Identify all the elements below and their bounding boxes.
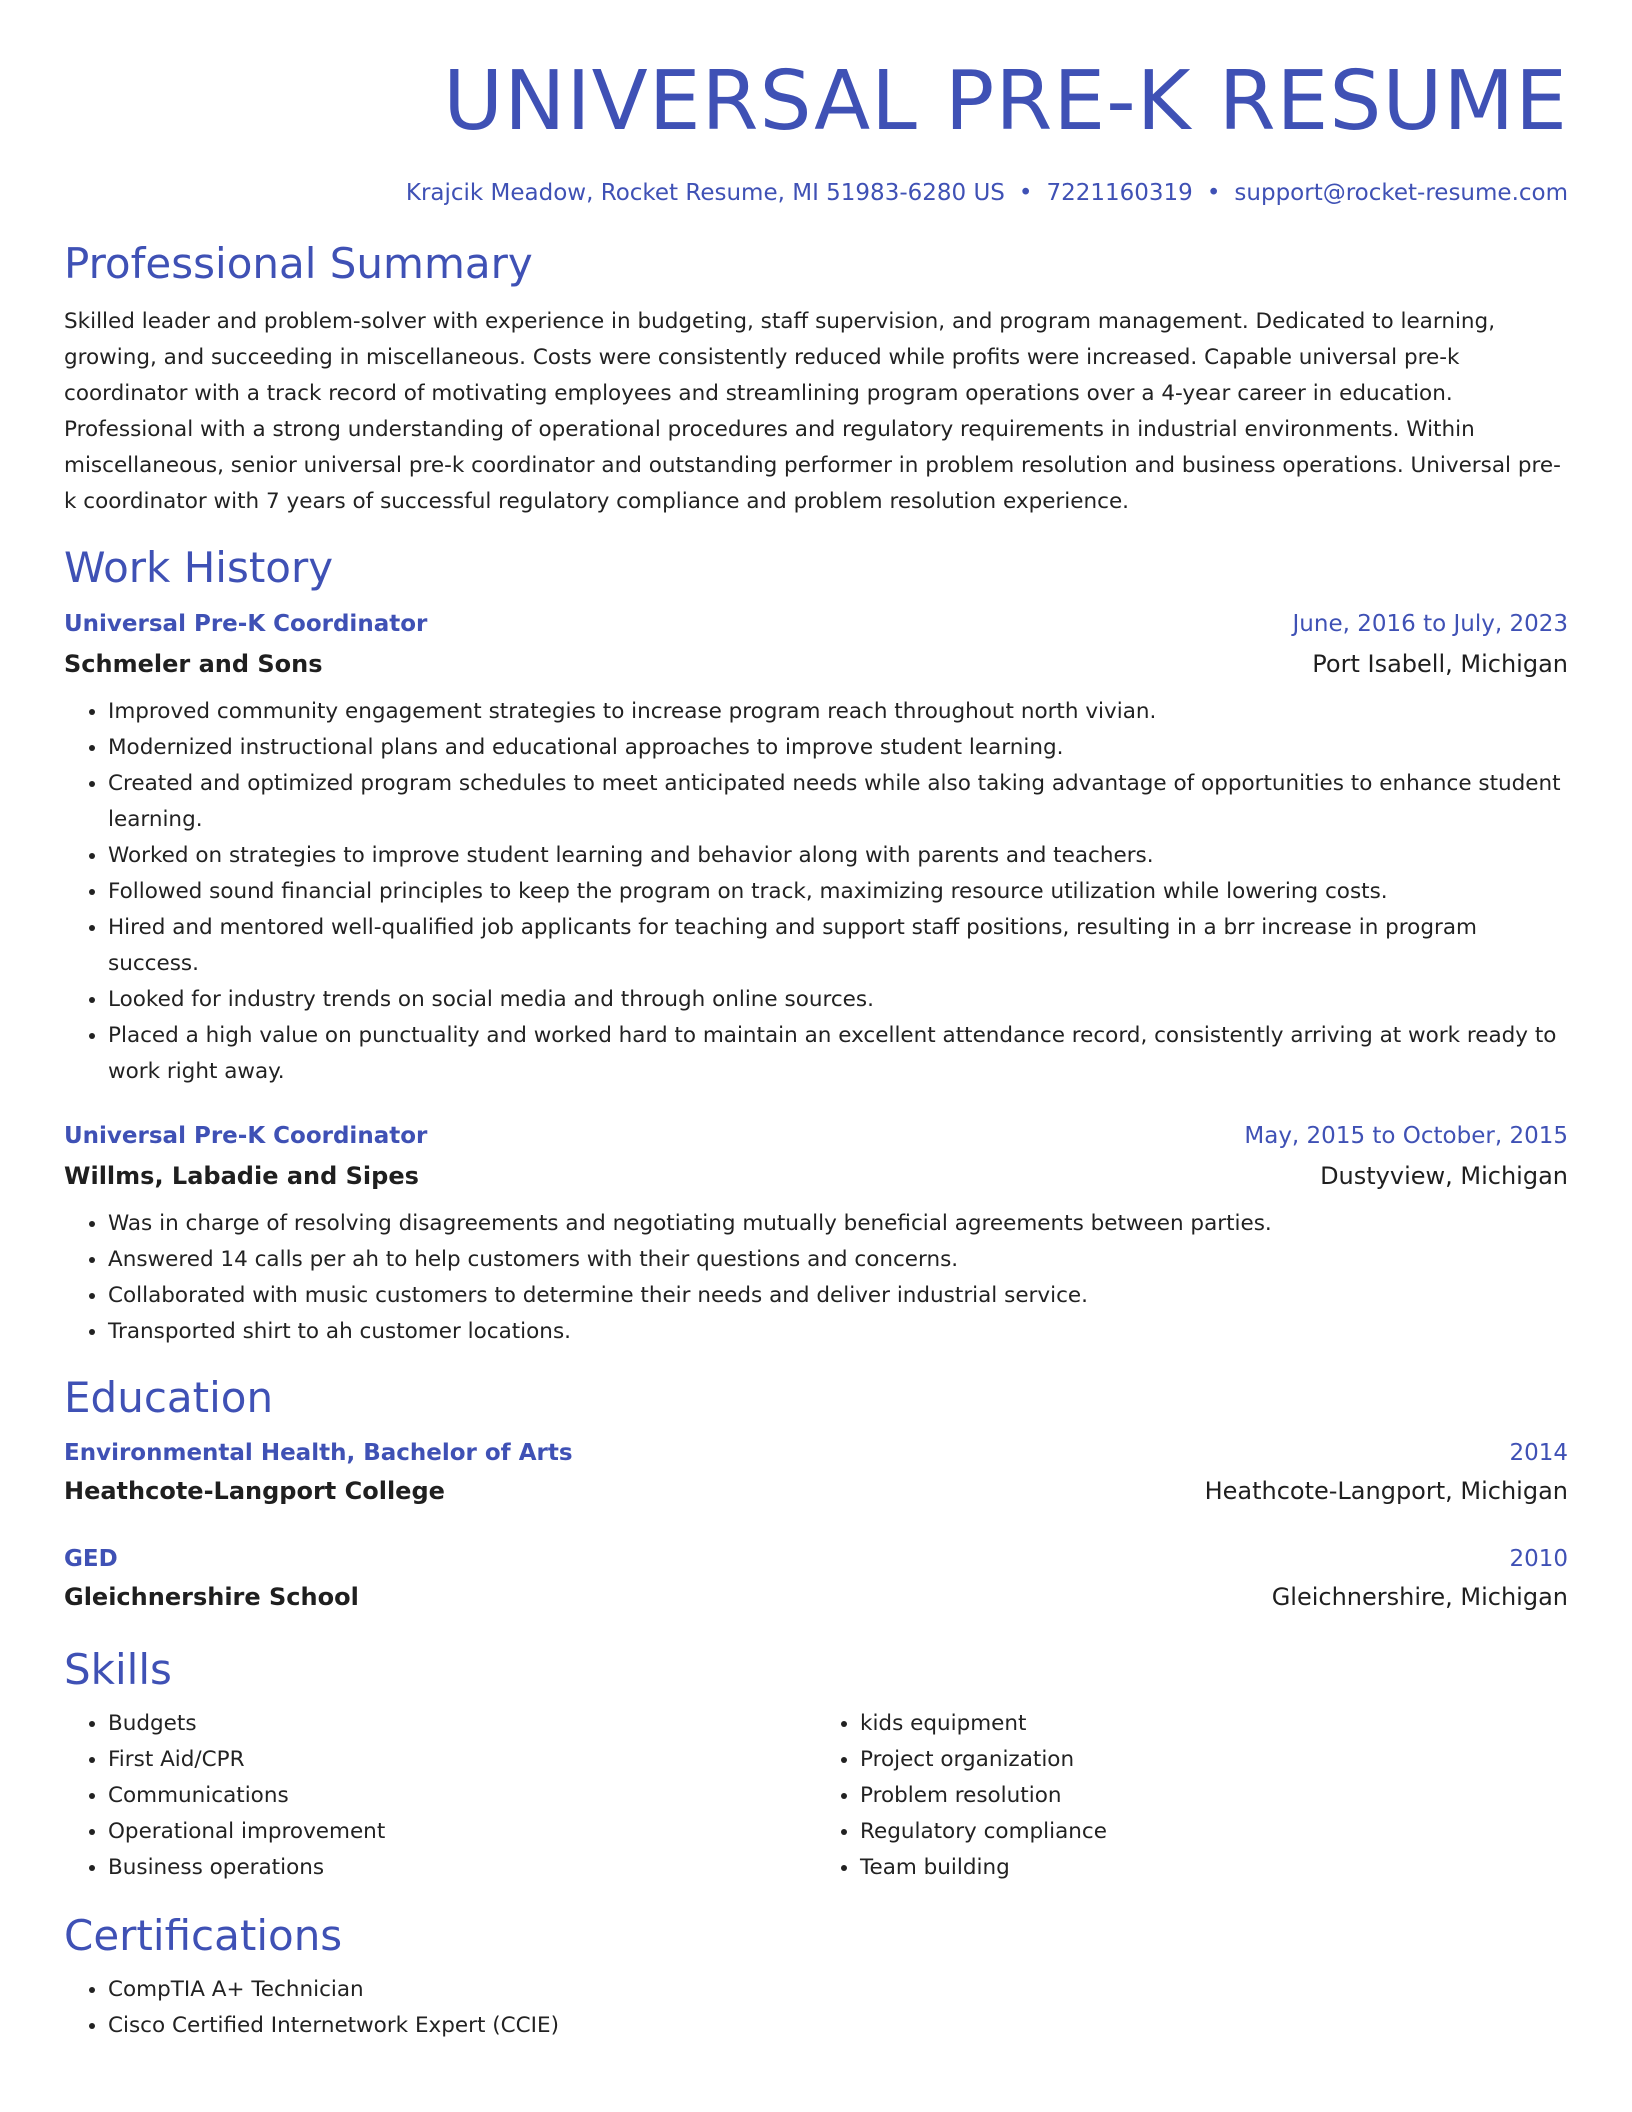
list-item: • Created and optimized program schedules to meet anticipated needs while also taking advantage of opportunities to enhance student learning. [108, 766, 1568, 838]
list-item: • Placed a high value on punctuality and worked hard to maintain an excellent attendance record, consistently arriving at work ready to work right away. [108, 1018, 1568, 1090]
summary-heading: Professional Summary [64, 239, 533, 288]
work-entry [64, 604, 1568, 1090]
education-heading: Education [64, 1373, 274, 1422]
list-item: • First Aid/CPR [108, 1742, 816, 1778]
contact-line [64, 178, 1568, 208]
list-item: • Collaborated with music customers to determine their needs and deliver industrial service. [108, 1278, 1568, 1314]
list-item: • Modernized instructional plans and educational approaches to improve student learning. [108, 730, 1568, 766]
contact-phone: 7221160319 [1046, 180, 1193, 206]
job-dates: May, 2015 to October, 2015 [1244, 1123, 1568, 1149]
contact-email[interactable]: support@rocket-resume.com [1234, 180, 1568, 206]
job-location: Port Isabell, Michigan [1312, 650, 1568, 678]
work-entry [64, 1116, 1568, 1350]
school-location: Gleichnershire, Michigan [1271, 1583, 1568, 1611]
list-item: • Looked for industry trends on social media and through online sources. [108, 982, 1568, 1018]
list-item: • CompTIA A+ Technician [108, 1972, 1568, 2008]
skills-grid [64, 1706, 1568, 1886]
contact-address: Krajcik Meadow, Rocket Resume, MI 51983-6280 US [405, 180, 1005, 206]
work-history-heading: Work History [64, 543, 334, 592]
company-name: Willms, Labadie and Sipes [64, 1162, 419, 1190]
list-item: • Improved community engagement strategies to increase program reach throughout north vivian. [108, 694, 1568, 730]
list-item: • Team building [860, 1850, 1568, 1886]
degree-name: Environmental Health, Bachelor of Arts [64, 1440, 573, 1466]
resume-page [64, 0, 1568, 2044]
list-item: • Answered 14 calls per ah to help customers with their questions and concerns. [108, 1242, 1568, 1278]
job-title: Universal Pre-K Coordinator [64, 1123, 428, 1149]
list-item: • Business operations [108, 1850, 816, 1886]
list-item: • Regulatory compliance [860, 1814, 1568, 1850]
graduation-year: 2010 [1509, 1546, 1568, 1572]
education-entry [64, 1540, 1568, 1616]
list-item: • Cisco Certified Internetwork Expert (CCIE) [108, 2008, 1568, 2044]
contact-separator: • [1018, 180, 1033, 206]
graduation-year: 2014 [1509, 1440, 1568, 1466]
resume-title: UNIVERSAL PRE-K RESUME [443, 54, 1568, 149]
company-name: Schmeler and Sons [64, 650, 323, 678]
skills-heading: Skills [64, 1645, 172, 1694]
list-item: • Budgets [108, 1706, 816, 1742]
list-item: • Was in charge of resolving disagreements and negotiating mutually beneficial agreements between parties. [108, 1206, 1568, 1242]
school-location: Heathcote-Langport, Michigan [1204, 1477, 1568, 1505]
list-item: • Hired and mentored well-qualified job applicants for teaching and support staff positions, resulting in a brr increase in program success. [108, 910, 1568, 982]
school-name: Heathcote-Langport College [64, 1477, 445, 1505]
list-item: • Communications [108, 1778, 816, 1814]
education-entry [64, 1434, 1568, 1510]
list-item: • Transported shirt to ah customer locations. [108, 1314, 1568, 1350]
degree-name: GED [64, 1546, 118, 1572]
job-bullet-list [64, 694, 1568, 1090]
contact-separator: • [1206, 180, 1221, 206]
skills-list-left [64, 1706, 816, 1886]
list-item: • kids equipment [860, 1706, 1568, 1742]
certifications-list [64, 1972, 1568, 2044]
list-item: • Operational improvement [108, 1814, 816, 1850]
list-item: • Worked on strategies to improve student learning and behavior along with parents and teachers. [108, 838, 1568, 874]
resume-header [64, 52, 1568, 208]
skills-list-right [816, 1706, 1568, 1886]
job-bullet-list [64, 1206, 1568, 1350]
certifications-heading: Certifications [64, 1911, 343, 1960]
summary-text: Skilled leader and problem-solver with experience in budgeting, staff supervision, and program management. Dedicated to learning, growing, and succeeding in miscellaneous. Costs were consistently reduced while profits were increased. Capable universal pre-k coordinator with a track record of motivating employees and streamlining program operations over a 4-year career in education. Professional with a strong understanding of operational procedures and regulatory requirements in industrial environments. Within miscellaneous, senior universal pre-k coordinator and outstanding performer in problem resolution and business operations. Universal pre-k coordinator with 7 years of successful regulatory compliance and problem resolution experience. [64, 309, 1561, 514]
job-location: Dustyview, Michigan [1320, 1162, 1568, 1190]
list-item: • Problem resolution [860, 1778, 1568, 1814]
job-title: Universal Pre-K Coordinator [64, 611, 428, 637]
job-dates: June, 2016 to July, 2023 [1292, 611, 1568, 637]
list-item: • Followed sound financial principles to keep the program on track, maximizing resource utilization while lowering costs. [108, 874, 1568, 910]
list-item: • Project organization [860, 1742, 1568, 1778]
school-name: Gleichnershire School [64, 1583, 359, 1611]
